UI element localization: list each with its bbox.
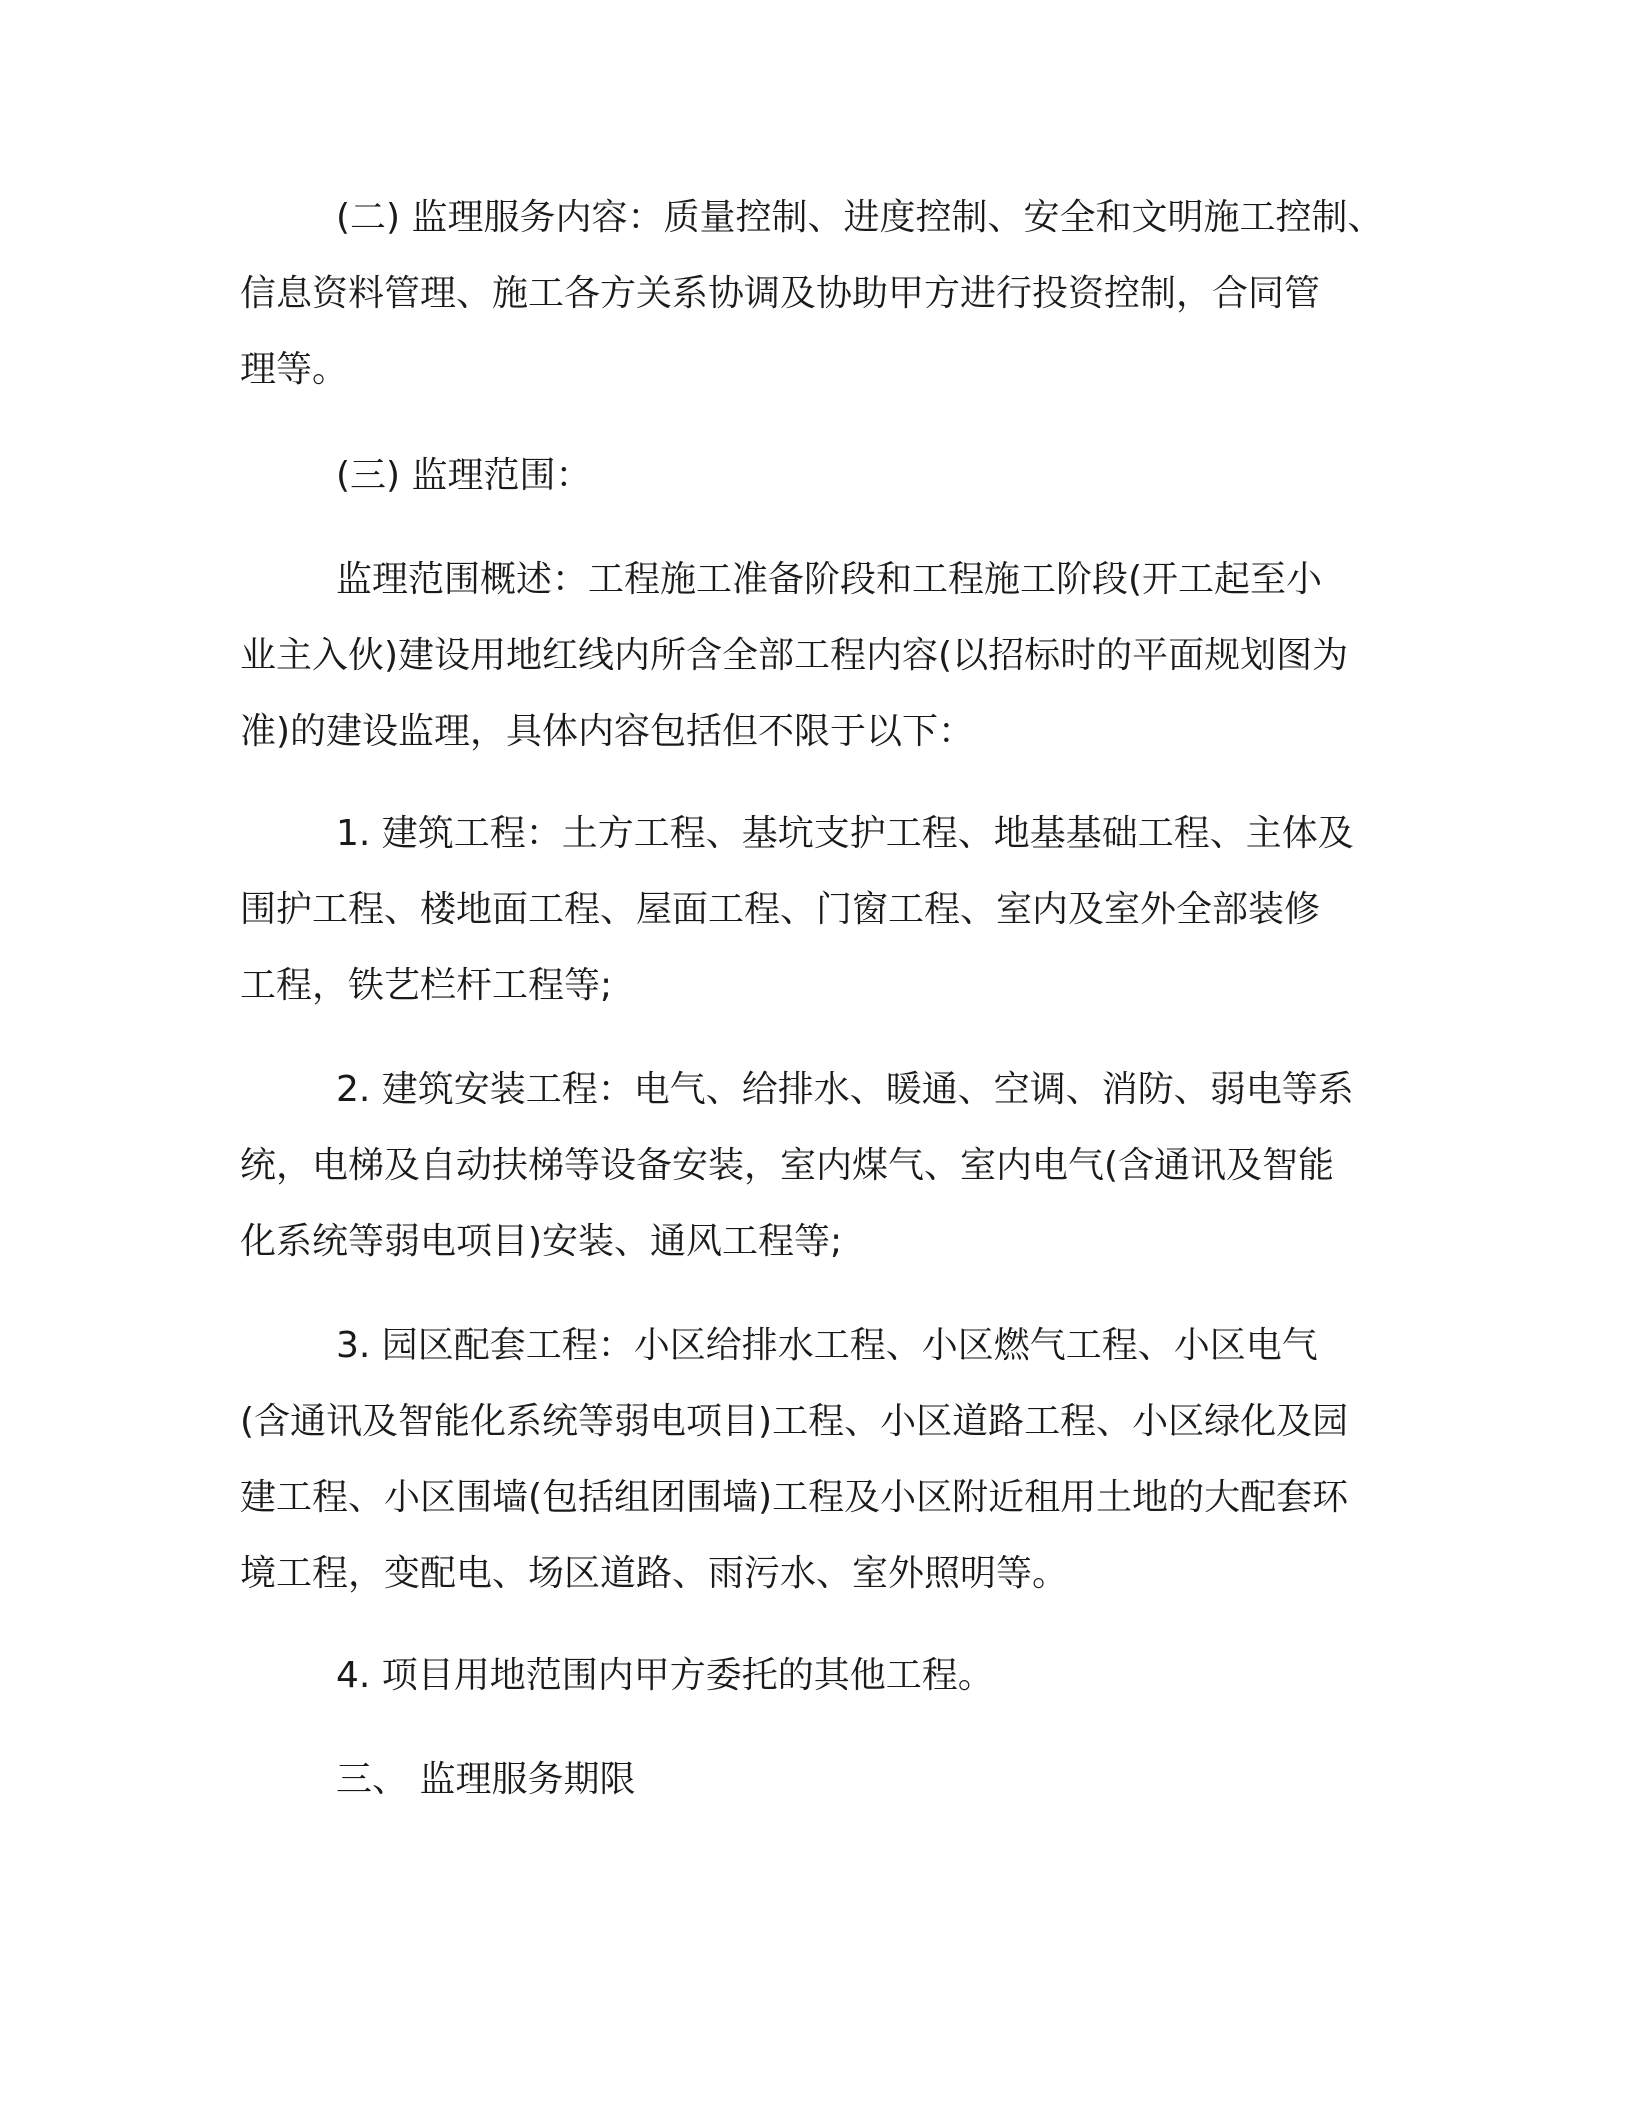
item-3-line-3: 建工程、小区围墙(包括组团围墙)工程及小区附近租用土地的大配套环 <box>240 1477 1349 1518</box>
paragraph-services-line-2: 信息资料管理、施工各方关系协调及协助甲方进行投资控制，合同管 <box>240 273 1321 314</box>
item-1-line-2: 围护工程、楼地面工程、屋面工程、门窗工程、室内及室外全部装修 <box>240 889 1321 930</box>
item-1-line-3: 工程，铁艺栏杆工程等; <box>240 965 613 1006</box>
item-2-line-2: 统，电梯及自动扶梯等设备安装，室内煤气、室内电气(含通讯及智能 <box>240 1145 1335 1186</box>
item-4-line-1: 4. 项目用地范围内甲方委托的其他工程。 <box>336 1655 994 1696</box>
paragraph-services-line-1: (二) 监理服务内容：质量控制、进度控制、安全和文明施工控制、 <box>336 197 1384 238</box>
item-2-line-3: 化系统等弱电项目)安装、通风工程等; <box>240 1221 843 1262</box>
paragraph-scope-line-1: 监理范围概述：工程施工准备阶段和工程施工阶段(开工起至小 <box>336 559 1323 600</box>
paragraph-services-line-3: 理等。 <box>240 349 349 390</box>
heading-service-period: 三、 监理服务期限 <box>336 1759 636 1800</box>
paragraph-scope-line-3: 准)的建设监理，具体内容包括但不限于以下： <box>240 711 975 752</box>
item-3-line-2: (含通讯及智能化系统等弱电项目)工程、小区道路工程、小区绿化及园 <box>240 1401 1349 1442</box>
paragraph-scope-line-2: 业主入伙)建设用地红线内所含全部工程内容(以招标时的平面规划图为 <box>240 635 1349 676</box>
item-3-line-1: 3. 园区配套工程：小区给排水工程、小区燃气工程、小区电气 <box>336 1325 1318 1366</box>
item-1-line-1: 1. 建筑工程：土方工程、基坑支护工程、地基基础工程、主体及 <box>336 813 1354 854</box>
item-2-line-1: 2. 建筑安装工程：电气、给排水、暖通、空调、消防、弱电等系 <box>336 1069 1354 1110</box>
heading-scope: (三) 监理范围： <box>336 455 592 496</box>
item-3-line-4: 境工程，变配电、场区道路、雨污水、室外照明等。 <box>240 1553 1069 1594</box>
